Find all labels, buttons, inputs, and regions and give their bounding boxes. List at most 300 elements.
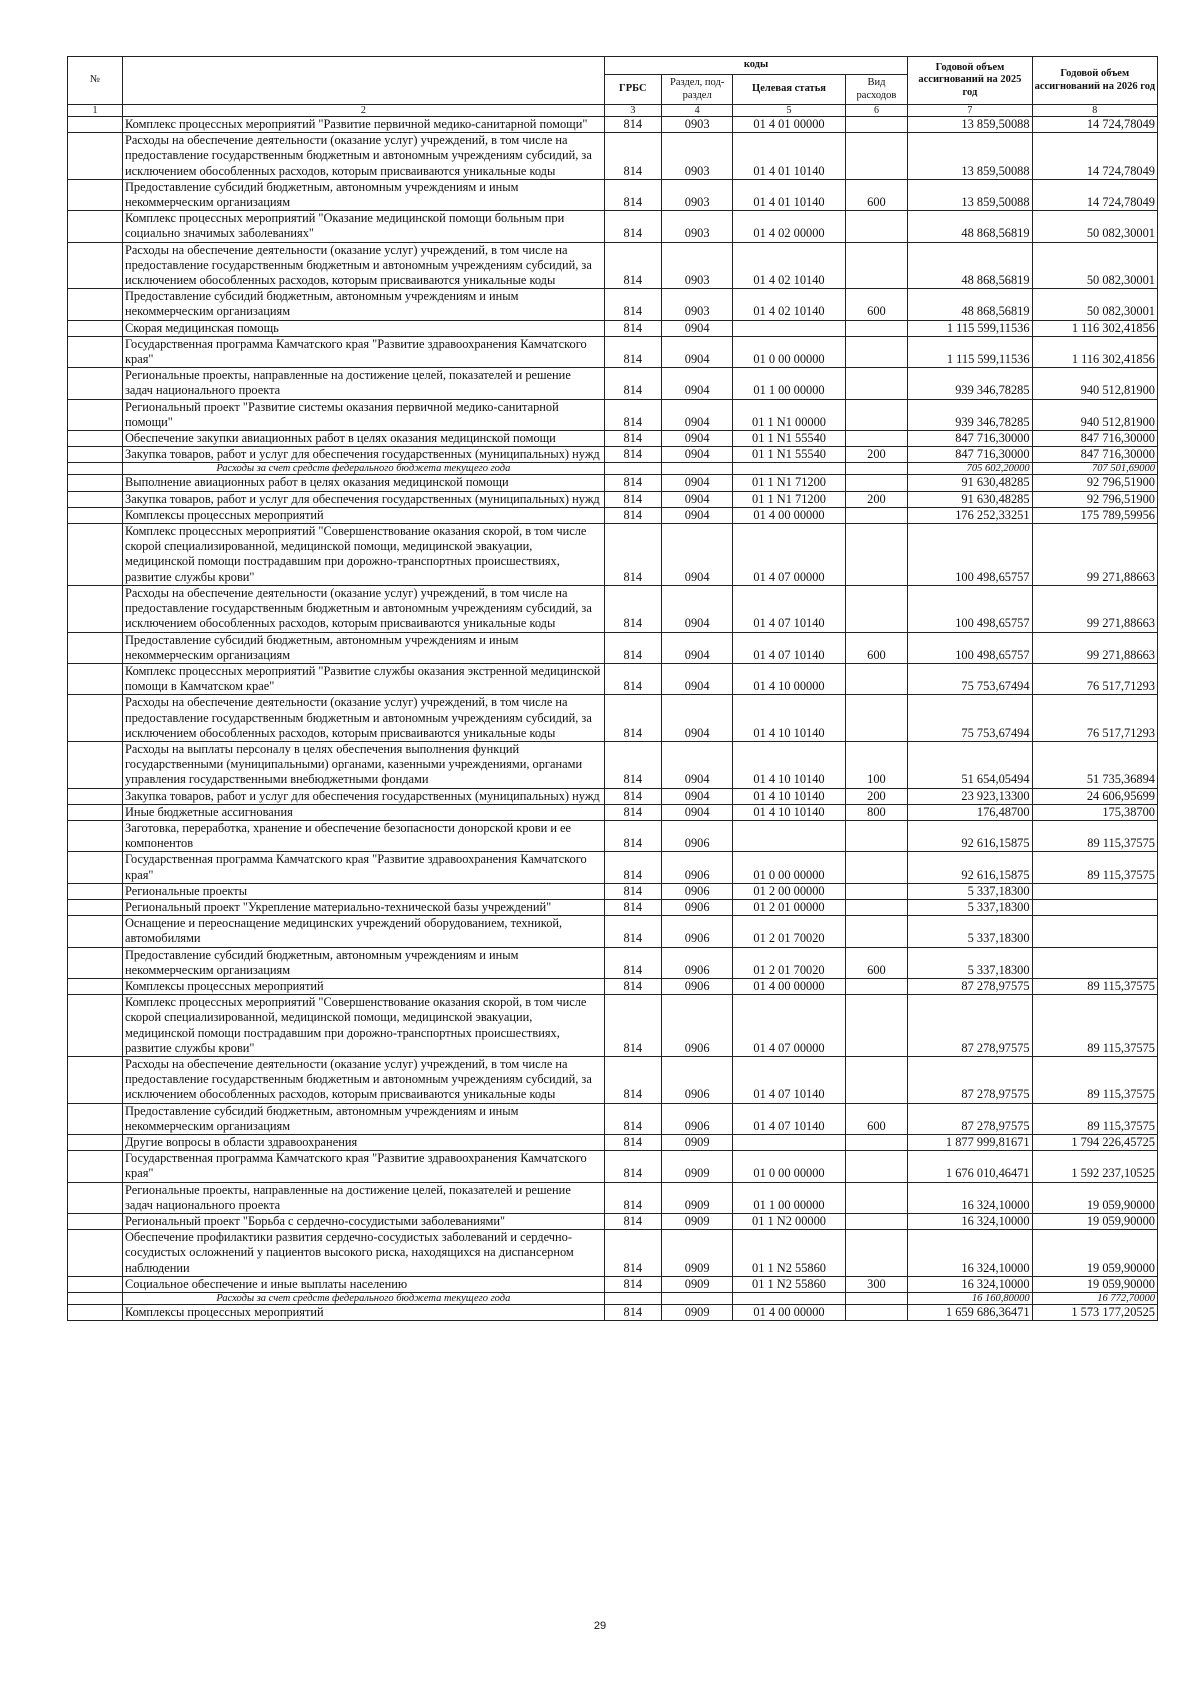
cell-volume-2026: 14 724,78049 (1032, 133, 1157, 180)
cell-name: Региональные проекты, направленные на достижение целей, показателей и решение задач национального проекта (122, 368, 604, 399)
cell-volume-2025: 48 868,56819 (908, 211, 1032, 242)
cell-section: 0906 (661, 995, 732, 1057)
cell-no (68, 475, 123, 491)
table-row (68, 117, 1158, 133)
cell-grbs: 814 (604, 741, 661, 788)
cell-volume-2025: 13 859,50088 (908, 179, 1032, 210)
cell-no (68, 585, 123, 632)
cell-name: Расходы за счет средств федерального бюджета текущего года (122, 1293, 604, 1305)
cell-name: Предоставление субсидий бюджетным, автономным учреждениям и иным некоммерческим организациям (122, 179, 604, 210)
cell-grbs: 814 (604, 431, 661, 447)
cell-no (68, 1135, 123, 1151)
table-row (68, 788, 1158, 804)
cell-volume-2026 (1032, 899, 1157, 915)
cell-name: Иные бюджетные ассигнования (122, 804, 604, 820)
cell-no (68, 883, 123, 899)
cell-no (68, 211, 123, 242)
cell-expense-type (845, 475, 908, 491)
cell-target: 01 4 02 10140 (733, 289, 845, 320)
cell-no (68, 1151, 123, 1182)
table-row (68, 695, 1158, 742)
cell-no (68, 524, 123, 586)
table-row (68, 336, 1158, 367)
cell-name: Обеспечение закупки авиационных работ в целях оказания медицинской помощи (122, 431, 604, 447)
cell-target (733, 820, 845, 851)
cell-name: Государственная программа Камчатского края "Развитие здравоохранения Камчатского края" (122, 852, 604, 883)
cell-volume-2026: 1 794 226,45725 (1032, 1135, 1157, 1151)
cell-volume-2026: 847 716,30000 (1032, 447, 1157, 463)
cell-no (68, 1293, 123, 1305)
cell-target: 01 4 07 10140 (733, 585, 845, 632)
cell-section: 0904 (661, 507, 732, 523)
cell-volume-2026: 50 082,30001 (1032, 211, 1157, 242)
cell-volume-2025: 100 498,65757 (908, 585, 1032, 632)
cell-target: 01 4 07 00000 (733, 524, 845, 586)
cell-section: 0909 (661, 1230, 732, 1277)
cell-volume-2026: 89 115,37575 (1032, 852, 1157, 883)
cell-expense-type (845, 431, 908, 447)
cell-volume-2026: 89 115,37575 (1032, 1056, 1157, 1103)
cell-grbs (604, 1293, 661, 1305)
cell-target: 01 2 01 70020 (733, 947, 845, 978)
cell-target: 01 2 01 00000 (733, 899, 845, 915)
cell-volume-2026 (1032, 916, 1157, 947)
table-row (68, 1305, 1158, 1321)
federal-budget-row (68, 1293, 1158, 1305)
table-row (68, 1056, 1158, 1103)
table-row (68, 320, 1158, 336)
col-number: 1 (68, 105, 123, 117)
cell-grbs: 814 (604, 368, 661, 399)
cell-volume-2026: 940 512,81900 (1032, 399, 1157, 430)
cell-expense-type (845, 1214, 908, 1230)
table-row (68, 368, 1158, 399)
cell-volume-2025: 91 630,48285 (908, 475, 1032, 491)
table-row (68, 852, 1158, 883)
cell-no (68, 133, 123, 180)
cell-volume-2026: 1 116 302,41856 (1032, 320, 1157, 336)
cell-grbs: 814 (604, 632, 661, 663)
cell-name: Государственная программа Камчатского края "Развитие здравоохранения Камчатского края" (122, 1151, 604, 1182)
cell-grbs: 814 (604, 491, 661, 507)
cell-volume-2025: 176 252,33251 (908, 507, 1032, 523)
cell-no (68, 463, 123, 475)
cell-no (68, 788, 123, 804)
cell-volume-2026: 14 724,78049 (1032, 179, 1157, 210)
cell-volume-2025: 13 859,50088 (908, 117, 1032, 133)
cell-no (68, 431, 123, 447)
cell-no (68, 741, 123, 788)
cell-target: 01 0 00 00000 (733, 1151, 845, 1182)
cell-expense-type: 200 (845, 491, 908, 507)
cell-volume-2025: 16 324,10000 (908, 1276, 1032, 1292)
cell-section: 0903 (661, 179, 732, 210)
cell-section (661, 1293, 732, 1305)
col-number: 2 (122, 105, 604, 117)
cell-volume-2025: 1 659 686,36471 (908, 1305, 1032, 1321)
cell-no (68, 1230, 123, 1277)
cell-volume-2026: 92 796,51900 (1032, 475, 1157, 491)
cell-volume-2025: 75 753,67494 (908, 663, 1032, 694)
cell-expense-type: 800 (845, 804, 908, 820)
cell-grbs: 814 (604, 1182, 661, 1213)
cell-name: Расходы на обеспечение деятельности (оказание услуг) учреждений, в том числе на предоставление государственным бюджетным и автономным учреждениям субсидий, за исключением обособленных расходов, которым присваиваются уникальные коды (122, 695, 604, 742)
cell-no (68, 663, 123, 694)
header-section: Раздел, под-раздел (661, 75, 732, 105)
cell-grbs: 814 (604, 524, 661, 586)
cell-section: 0904 (661, 336, 732, 367)
page-number: 29 (593, 1620, 607, 1632)
table-row (68, 947, 1158, 978)
col-number: 8 (1032, 105, 1157, 117)
cell-target: 01 0 00 00000 (733, 336, 845, 367)
cell-section: 0904 (661, 663, 732, 694)
cell-grbs: 814 (604, 820, 661, 851)
cell-expense-type (845, 463, 908, 475)
cell-target: 01 4 10 10140 (733, 804, 845, 820)
col-number: 5 (733, 105, 845, 117)
cell-grbs: 814 (604, 399, 661, 430)
cell-name: Комплекс процессных мероприятий "Совершенствование оказания скорой, в том числе скорой специализированной, медицинской помощи, медицинской эвакуации, медицинской помощи пострадавшим при дорожно-транспортных происшествиях, развитие службы крови" (122, 995, 604, 1057)
header-grbs: ГРБС (604, 75, 661, 105)
cell-no (68, 399, 123, 430)
cell-expense-type (845, 695, 908, 742)
cell-section: 0906 (661, 978, 732, 994)
cell-expense-type (845, 368, 908, 399)
cell-target: 01 4 01 00000 (733, 117, 845, 133)
cell-name: Предоставление субсидий бюджетным, автономным учреждениям и иным некоммерческим организациям (122, 1103, 604, 1134)
table-row (68, 211, 1158, 242)
cell-grbs: 814 (604, 585, 661, 632)
cell-target: 01 1 00 00000 (733, 1182, 845, 1213)
cell-section: 0904 (661, 632, 732, 663)
cell-target: 01 1 N2 00000 (733, 1214, 845, 1230)
cell-grbs: 814 (604, 978, 661, 994)
cell-target: 01 4 00 00000 (733, 1305, 845, 1321)
cell-target: 01 4 00 00000 (733, 507, 845, 523)
cell-grbs: 814 (604, 947, 661, 978)
cell-expense-type (845, 1293, 908, 1305)
cell-name: Комплексы процессных мероприятий (122, 507, 604, 523)
cell-expense-type (845, 820, 908, 851)
table-row (68, 179, 1158, 210)
cell-name: Социальное обеспечение и иные выплаты населению (122, 1276, 604, 1292)
cell-volume-2025: 1 115 599,11536 (908, 320, 1032, 336)
cell-volume-2025: 16 324,10000 (908, 1230, 1032, 1277)
cell-expense-type (845, 117, 908, 133)
cell-no (68, 899, 123, 915)
cell-expense-type: 600 (845, 289, 908, 320)
cell-volume-2025: 1 115 599,11536 (908, 336, 1032, 367)
cell-target: 01 4 07 10140 (733, 632, 845, 663)
cell-volume-2025: 92 616,15875 (908, 820, 1032, 851)
cell-volume-2025: 100 498,65757 (908, 632, 1032, 663)
cell-target: 01 2 00 00000 (733, 883, 845, 899)
cell-expense-type: 600 (845, 179, 908, 210)
cell-volume-2025: 16 324,10000 (908, 1214, 1032, 1230)
cell-no (68, 978, 123, 994)
cell-no (68, 507, 123, 523)
cell-no (68, 695, 123, 742)
cell-section: 0906 (661, 899, 732, 915)
cell-grbs: 814 (604, 899, 661, 915)
table-body (68, 117, 1158, 1321)
table-row (68, 1135, 1158, 1151)
col-number: 3 (604, 105, 661, 117)
cell-no (68, 447, 123, 463)
cell-target: 01 1 N1 71200 (733, 491, 845, 507)
cell-name: Другие вопросы в области здравоохранения (122, 1135, 604, 1151)
cell-section: 0904 (661, 368, 732, 399)
cell-section: 0906 (661, 883, 732, 899)
cell-target: 01 4 07 10140 (733, 1103, 845, 1134)
cell-name: Региональный проект "Борьба с сердечно-сосудистыми заболеваниями" (122, 1214, 604, 1230)
cell-expense-type: 600 (845, 1103, 908, 1134)
cell-volume-2025: 51 654,05494 (908, 741, 1032, 788)
cell-volume-2025: 92 616,15875 (908, 852, 1032, 883)
cell-section: 0904 (661, 585, 732, 632)
table-row (68, 741, 1158, 788)
cell-no (68, 336, 123, 367)
cell-name: Закупка товаров, работ и услуг для обеспечения государственных (муниципальных) нужд (122, 788, 604, 804)
cell-grbs: 814 (604, 320, 661, 336)
cell-name: Закупка товаров, работ и услуг для обеспечения государственных (муниципальных) нужд (122, 447, 604, 463)
cell-target: 01 1 N1 00000 (733, 399, 845, 430)
cell-volume-2026: 16 772,70000 (1032, 1293, 1157, 1305)
cell-target: 01 1 00 00000 (733, 368, 845, 399)
table-row (68, 242, 1158, 289)
header-volume-2025: Годовой объем ассигнований на 2025 год (908, 57, 1032, 105)
cell-target: 01 1 N1 55540 (733, 447, 845, 463)
cell-volume-2025: 5 337,18300 (908, 899, 1032, 915)
cell-expense-type (845, 1135, 908, 1151)
cell-grbs: 814 (604, 289, 661, 320)
cell-section: 0906 (661, 1056, 732, 1103)
cell-name: Расходы на выплаты персоналу в целях обеспечения выполнения функций государственными (муниципальными) органами, казенными учреждениями, органами управления государственными внебюджетными фондами (122, 741, 604, 788)
cell-section: 0903 (661, 242, 732, 289)
cell-no (68, 491, 123, 507)
table-row (68, 1230, 1158, 1277)
cell-section: 0906 (661, 947, 732, 978)
cell-no (68, 1103, 123, 1134)
cell-volume-2025: 91 630,48285 (908, 491, 1032, 507)
table-row (68, 133, 1158, 180)
table-row (68, 1214, 1158, 1230)
cell-expense-type (845, 978, 908, 994)
cell-volume-2026: 847 716,30000 (1032, 431, 1157, 447)
cell-target: 01 4 00 00000 (733, 978, 845, 994)
cell-target: 01 4 10 10140 (733, 788, 845, 804)
cell-volume-2026: 50 082,30001 (1032, 242, 1157, 289)
cell-grbs: 814 (604, 852, 661, 883)
cell-section: 0903 (661, 117, 732, 133)
cell-volume-2026: 14 724,78049 (1032, 117, 1157, 133)
cell-expense-type (845, 852, 908, 883)
cell-section: 0909 (661, 1151, 732, 1182)
cell-grbs: 814 (604, 1135, 661, 1151)
cell-grbs: 814 (604, 788, 661, 804)
cell-expense-type: 200 (845, 447, 908, 463)
cell-volume-2025: 100 498,65757 (908, 524, 1032, 586)
cell-expense-type (845, 1056, 908, 1103)
cell-volume-2026: 19 059,90000 (1032, 1276, 1157, 1292)
cell-name: Предоставление субсидий бюджетным, автономным учреждениям и иным некоммерческим организациям (122, 632, 604, 663)
cell-name: Комплексы процессных мероприятий (122, 978, 604, 994)
cell-target: 01 4 10 00000 (733, 663, 845, 694)
header-codes: коды (604, 57, 908, 75)
cell-expense-type (845, 524, 908, 586)
cell-name: Предоставление субсидий бюджетным, автономным учреждениям и иным некоммерческим организациям (122, 947, 604, 978)
cell-name: Обеспечение профилактики развития сердечно-сосудистых заболеваний и сердечно-сосудистых осложнений у пациентов высокого риска, находящихся на диспансерном наблюдении (122, 1230, 604, 1277)
cell-expense-type (845, 320, 908, 336)
cell-section: 0903 (661, 289, 732, 320)
cell-section: 0906 (661, 852, 732, 883)
cell-name: Выполнение авиационных работ в целях оказания медицинской помощи (122, 475, 604, 491)
col-number: 6 (845, 105, 908, 117)
header-expense-type: Вид расходов (845, 75, 908, 105)
cell-expense-type (845, 1305, 908, 1321)
cell-name: Комплексы процессных мероприятий (122, 1305, 604, 1321)
table-row (68, 447, 1158, 463)
cell-grbs: 814 (604, 1151, 661, 1182)
cell-no (68, 1305, 123, 1321)
cell-volume-2026: 89 115,37575 (1032, 820, 1157, 851)
cell-no (68, 995, 123, 1057)
cell-name: Комплекс процессных мероприятий "Оказание медицинской помощи больным при социально значимых заболеваниях" (122, 211, 604, 242)
table-row (68, 491, 1158, 507)
federal-budget-row (68, 463, 1158, 475)
cell-volume-2026: 50 082,30001 (1032, 289, 1157, 320)
table-row (68, 899, 1158, 915)
cell-expense-type (845, 916, 908, 947)
cell-no (68, 117, 123, 133)
cell-expense-type (845, 883, 908, 899)
cell-no (68, 947, 123, 978)
cell-target: 01 4 01 10140 (733, 133, 845, 180)
cell-volume-2026: 99 271,88663 (1032, 632, 1157, 663)
cell-target: 01 2 01 70020 (733, 916, 845, 947)
cell-expense-type (845, 211, 908, 242)
cell-expense-type (845, 899, 908, 915)
cell-expense-type (845, 1182, 908, 1213)
cell-name: Региональный проект "Развитие системы оказания первичной медико-санитарной помощи" (122, 399, 604, 430)
cell-volume-2025: 87 278,97575 (908, 978, 1032, 994)
cell-grbs: 814 (604, 995, 661, 1057)
cell-expense-type (845, 133, 908, 180)
cell-section: 0906 (661, 916, 732, 947)
table-row (68, 663, 1158, 694)
cell-grbs: 814 (604, 1230, 661, 1277)
cell-no (68, 1214, 123, 1230)
cell-section: 0909 (661, 1135, 732, 1151)
cell-section: 0904 (661, 788, 732, 804)
table-row (68, 820, 1158, 851)
cell-grbs: 814 (604, 916, 661, 947)
cell-expense-type (845, 336, 908, 367)
table-row (68, 978, 1158, 994)
cell-volume-2026 (1032, 883, 1157, 899)
table-row (68, 524, 1158, 586)
cell-name: Расходы на обеспечение деятельности (оказание услуг) учреждений, в том числе на предоставление государственным бюджетным и автономным учреждениям субсидий, за исключением обособленных расходов, которым присваиваются уникальные коды (122, 1056, 604, 1103)
cell-volume-2025: 16 160,80000 (908, 1293, 1032, 1305)
table-row (68, 289, 1158, 320)
cell-name: Скорая медицинская помощь (122, 320, 604, 336)
cell-no (68, 1182, 123, 1213)
cell-target: 01 1 N2 55860 (733, 1230, 845, 1277)
table-row (68, 585, 1158, 632)
cell-volume-2026: 92 796,51900 (1032, 491, 1157, 507)
cell-name: Комплекс процессных мероприятий "Развитие первичной медико-санитарной помощи" (122, 117, 604, 133)
cell-grbs: 814 (604, 133, 661, 180)
cell-section: 0904 (661, 447, 732, 463)
cell-grbs: 814 (604, 336, 661, 367)
cell-grbs: 814 (604, 117, 661, 133)
cell-name: Расходы за счет средств федерального бюджета текущего года (122, 463, 604, 475)
cell-volume-2025: 48 868,56819 (908, 242, 1032, 289)
cell-section: 0904 (661, 431, 732, 447)
cell-name: Расходы на обеспечение деятельности (оказание услуг) учреждений, в том числе на предоставление государственным бюджетным и автономным учреждениям субсидий, за исключением обособленных расходов, которым присваиваются уникальные коды (122, 585, 604, 632)
cell-name: Региональные проекты, направленные на достижение целей, показателей и решение задач национального проекта (122, 1182, 604, 1213)
cell-volume-2025: 87 278,97575 (908, 995, 1032, 1057)
table-row (68, 916, 1158, 947)
cell-section: 0909 (661, 1214, 732, 1230)
cell-grbs: 814 (604, 1305, 661, 1321)
cell-expense-type (845, 995, 908, 1057)
cell-volume-2025: 176,48700 (908, 804, 1032, 820)
budget-table (67, 56, 1158, 1321)
cell-volume-2025: 16 324,10000 (908, 1182, 1032, 1213)
cell-no (68, 1056, 123, 1103)
table-row (68, 1182, 1158, 1213)
cell-grbs: 814 (604, 507, 661, 523)
cell-volume-2026: 175,38700 (1032, 804, 1157, 820)
table-row (68, 1103, 1158, 1134)
cell-name: Комплекс процессных мероприятий "Развитие службы оказания экстренной медицинской помощи в Камчатском крае" (122, 663, 604, 694)
cell-target (733, 1293, 845, 1305)
cell-target: 01 4 02 00000 (733, 211, 845, 242)
cell-name: Расходы на обеспечение деятельности (оказание услуг) учреждений, в том числе на предоставление государственным бюджетным и автономным учреждениям субсидий, за исключением обособленных расходов, которым присваиваются уникальные коды (122, 133, 604, 180)
cell-expense-type (845, 507, 908, 523)
cell-volume-2025: 847 716,30000 (908, 447, 1032, 463)
cell-volume-2025: 939 346,78285 (908, 399, 1032, 430)
cell-name: Оснащение и переоснащение медицинских учреждений оборудованием, техникой, автомобилями (122, 916, 604, 947)
cell-target: 01 4 10 10140 (733, 695, 845, 742)
cell-expense-type (845, 1151, 908, 1182)
cell-expense-type: 600 (845, 947, 908, 978)
cell-target: 01 4 02 10140 (733, 242, 845, 289)
cell-target: 01 4 10 10140 (733, 741, 845, 788)
cell-volume-2026: 51 735,36894 (1032, 741, 1157, 788)
cell-no (68, 320, 123, 336)
cell-section (661, 463, 732, 475)
cell-target (733, 1135, 845, 1151)
cell-grbs: 814 (604, 242, 661, 289)
cell-volume-2025: 5 337,18300 (908, 916, 1032, 947)
cell-no (68, 852, 123, 883)
cell-volume-2026: 707 501,69000 (1032, 463, 1157, 475)
cell-grbs (604, 463, 661, 475)
cell-grbs: 814 (604, 663, 661, 694)
cell-volume-2025: 13 859,50088 (908, 133, 1032, 180)
cell-target: 01 4 07 10140 (733, 1056, 845, 1103)
cell-no (68, 820, 123, 851)
cell-section: 0903 (661, 133, 732, 180)
cell-volume-2026: 99 271,88663 (1032, 585, 1157, 632)
cell-section: 0909 (661, 1182, 732, 1213)
header-no: № (68, 57, 123, 105)
cell-volume-2026: 89 115,37575 (1032, 995, 1157, 1057)
cell-section: 0904 (661, 741, 732, 788)
